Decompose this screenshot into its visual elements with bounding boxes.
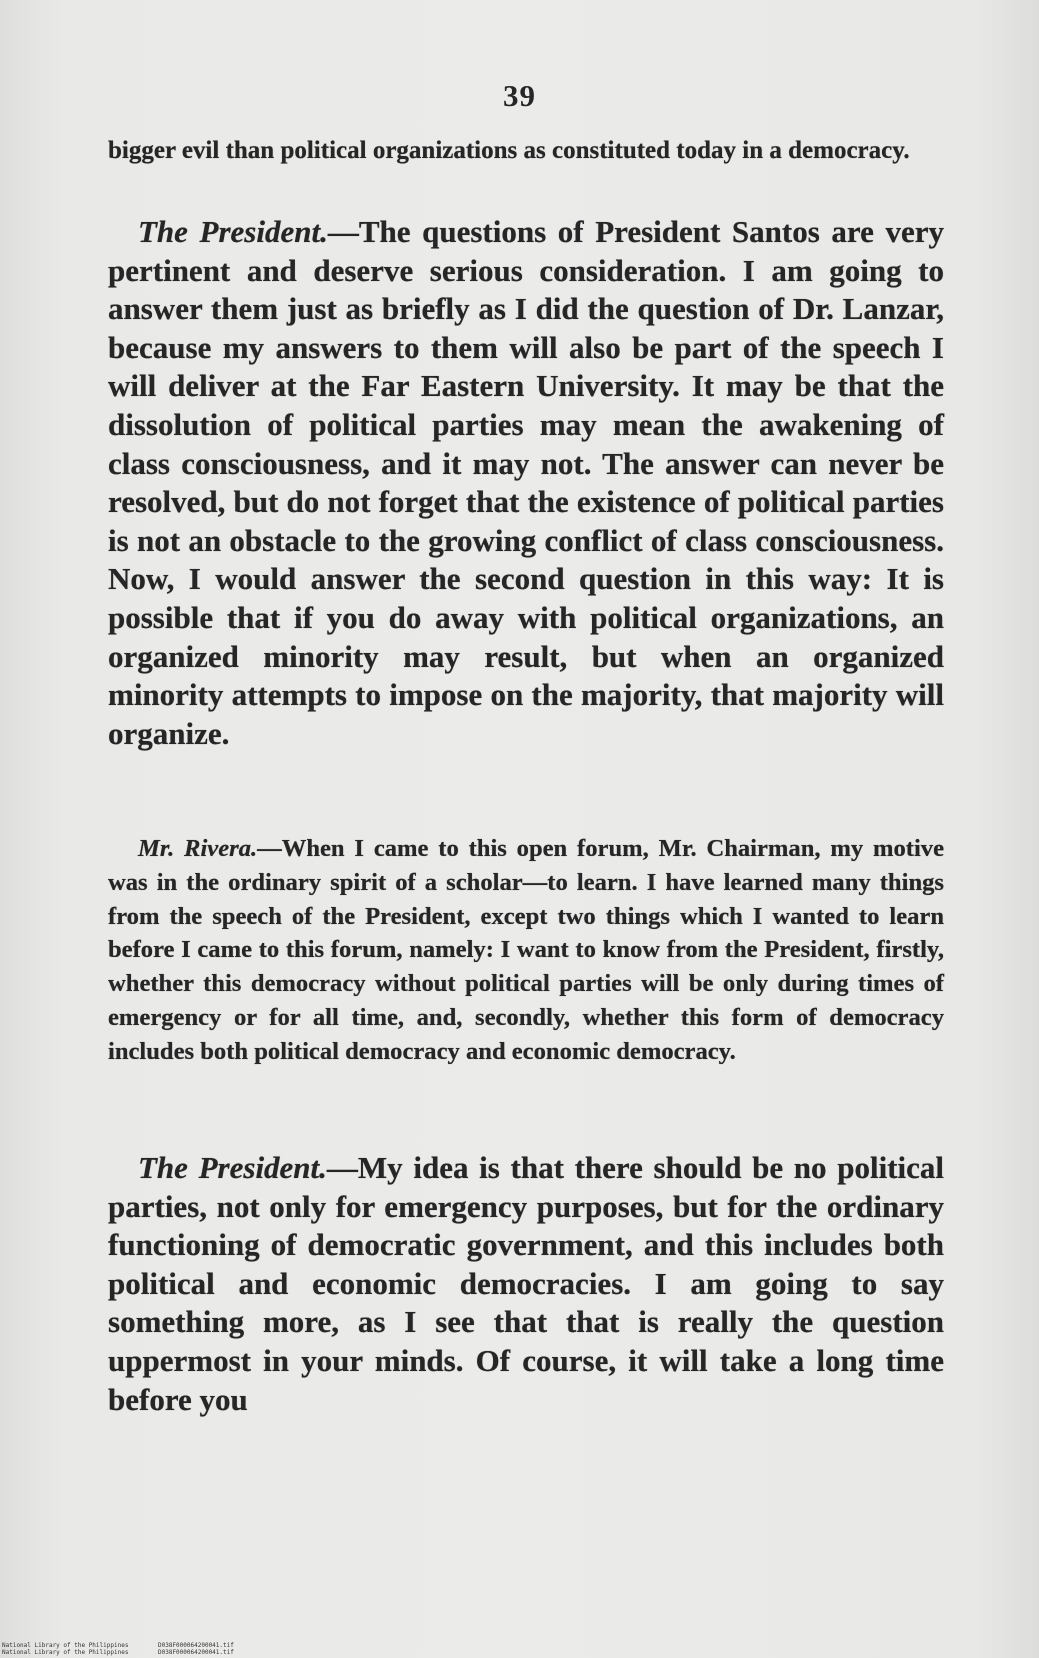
paragraph-continuation xyxy=(108,136,944,166)
paragraph-rivera xyxy=(108,832,944,1069)
paragraph-text: bigger evil than political organizations as constituted today in a democracy. xyxy=(108,137,910,164)
speaker-name: The President. xyxy=(138,214,328,249)
speaker-name: The President. xyxy=(138,1150,327,1185)
paragraph-text: —The questions of President Santos are very pertinent and deserve serious consideration. I am going to answer them just as briefly as I did the question of Dr. Lanzar, because my answers to them will also be part of the speech I will deliver at the Far Eastern University. It may be that the dissolution of political parties may mean the awakening of class consciousness, and it may not. The answer can never be resolved, but do not forget that the existence of political parties is not an obstacle to the growing conflict of class consciousness. Now, I would answer the second question in this way: It is possible that if you do away with political organizations, an organized minority may result, but when an organized minority attempts to impose on the majority, that majority will organize. xyxy=(108,214,944,751)
page-number: 39 xyxy=(503,78,536,113)
paragraph-president-2 xyxy=(108,1149,944,1419)
footer-line1-left: National Library of the Philippines xyxy=(2,1642,129,1649)
footer-line2-left: National Library of the Philippines xyxy=(2,1649,129,1656)
scan-footer xyxy=(2,1642,234,1656)
paragraph-president-1 xyxy=(108,213,944,753)
footer-line1-right: D038F000064200041.tif xyxy=(158,1642,234,1649)
paragraph-text: —My idea is that there should be no political parties, not only for emergency purposes, but for the ordinary functioning of democratic government, and this includes both political and economic democracies. I am going to say something more, as I see that that is really the question uppermost in your minds. Of course, it will take a long time before you xyxy=(108,1150,944,1417)
paragraph-text: —When I came to this open forum, Mr. Chairman, my motive was in the ordinary spirit of a scholar—to learn. I have learned many things from the speech of the President, except two things which I wanted to learn before I came to this forum, namely: I want to know from the President, firstly, whether this democracy without political parties will be only during times of emergency or for all time, and, secondly, whether this form of democracy includes both political democracy and economic democracy. xyxy=(108,835,944,1065)
footer-line2-right: D038F000064200041.tif xyxy=(158,1649,234,1656)
speaker-name: Mr. Rivera. xyxy=(138,835,258,862)
